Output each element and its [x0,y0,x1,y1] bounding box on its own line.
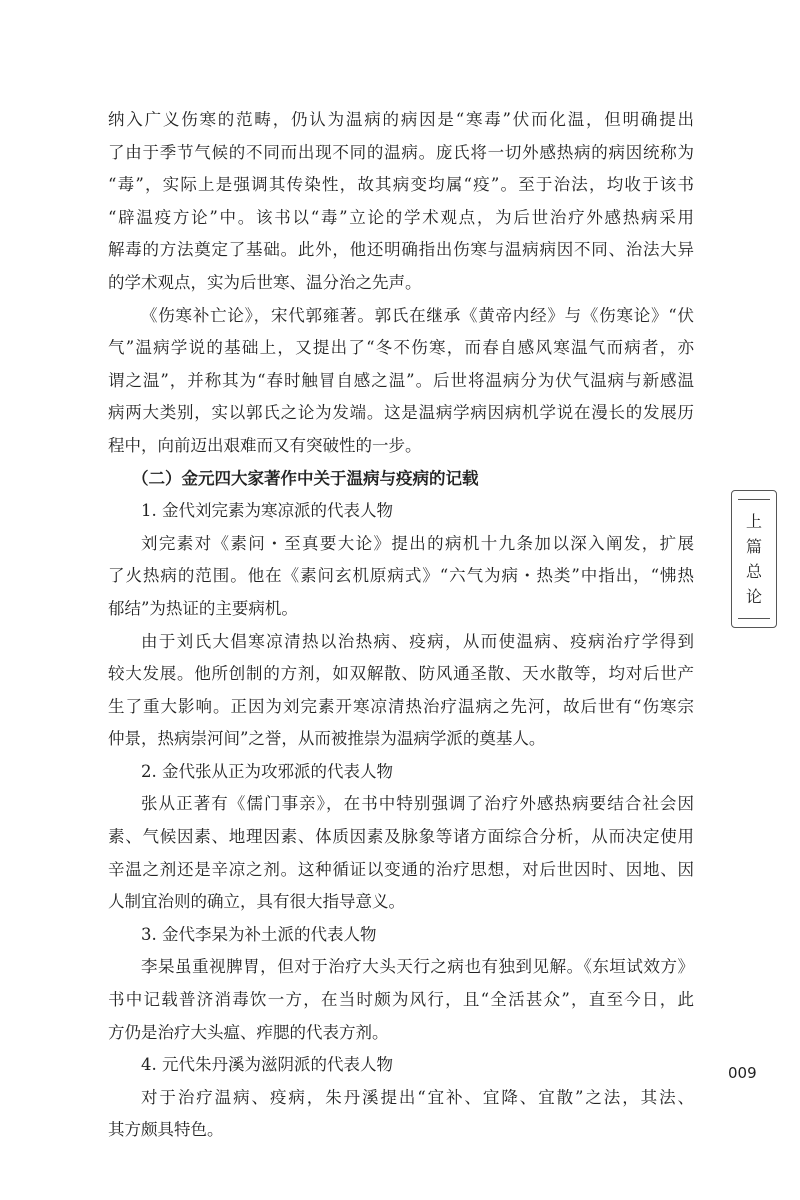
text-line: 其方颇具特色。 [108,1120,224,1140]
text-line: 刘完素对《素问・至真要大论》提出的病机十九条加以深入阐发，扩展 [141,533,694,553]
side-tab-char: 篇 [745,537,762,556]
text-line: 人制宜治则的确立，具有很大指导意义。 [108,892,405,912]
paragraph-2 [108,300,694,463]
paragraph-5 [108,788,694,918]
text-line: 生了重大影响。正因为刘完素开寒凉清热治疗温病之先河，故后世有“伤寒宗 [108,696,694,716]
sub-heading-1: 1. 金代刘完素为寒凉派的代表人物 [141,501,393,521]
text-line: 气”温病学说的基础上，又提出了“冬不伤寒，而春自感风寒温气而病者，亦 [108,338,694,358]
text-line: 谓之温”，并称其为“春时触冒自感之温”。后世将温病分为伏气温病与新感温 [108,370,694,390]
paragraph-4 [108,626,694,756]
section-heading: （二）金元四大家著作中关于温病与疫病的记载 [132,468,479,488]
text-line: 了火热病的范围。他在《素问玄机原病式》“六气为病・热类”中指出，“怫热 [108,566,694,586]
text-line: 辛温之剂还是辛凉之剂。这种循证以变通的治疗思想，对后世因时、因地、因 [108,859,694,879]
text-line: 张从正著有《儒门事亲》，在书中特别强调了治疗外感热病要结合社会因 [141,794,694,814]
side-tab-char: 总 [745,562,762,581]
text-line: 较大发展。他所创制的方剂，如双解散、防风通圣散、天水散等，均对后世产 [108,664,694,684]
text-line: 郁结”为热证的主要病机。 [108,598,298,618]
text-line: 对于治疗温病、疫病，朱丹溪提出“宜补、宜降、宜散”之法，其法、 [141,1087,694,1107]
text-line: 了由于季节气候的不同而出现不同的温病。庞氏将一切外感热病的病因统称为 [108,142,694,162]
chapter-side-tab [731,490,777,628]
paragraph-3 [108,528,694,626]
sub-heading-3: 3. 金代李杲为补土派的代表人物 [141,924,377,944]
paragraph-1 [108,104,694,300]
page-number: 009 [728,1064,757,1082]
text-line: 书中记载普济消毒饮一方，在当时颇为风行，且“全活甚众”，直至今日，此 [108,990,694,1010]
side-tab-char: 论 [745,587,762,606]
text-line: 仲景，热病崇河间”之誉，从而被推崇为温病学派的奠基人。 [108,729,546,749]
paragraph-7 [108,1082,694,1147]
text-line: 程中，向前迈出艰难而又有突破性的一步。 [108,435,422,455]
text-line: 方仍是治疗大头瘟、痄腮的代表方剂。 [108,1022,389,1042]
page-body [108,104,694,1147]
text-line: “辟温疫方论”中。该书以“毒”立论的学术观点，为后世治疗外感热病采用 [108,207,694,227]
sub-heading-4: 4. 元代朱丹溪为滋阴派的代表人物 [141,1055,393,1075]
side-tab-char: 上 [745,512,762,531]
paragraph-6 [108,951,694,1049]
text-line: 《伤寒补亡论》，宋代郭雍著。郭氏在继承《黄帝内经》与《伤寒论》“伏 [141,305,694,325]
text-line: 病两大类别，实以郭氏之论为发端。这是温病学病因病机学说在漫长的发展历 [108,403,694,423]
text-line: 由于刘氏大倡寒凉清热以治热病、疫病，从而使温病、疫病治疗学得到 [141,631,694,651]
text-line: “毒”，实际上是强调其传染性，故其病变均属“疫”。至于治法，均收于该书 [108,175,694,195]
text-line: 纳入广义伤寒的范畴，仍认为温病的病因是“寒毒”伏而化温，但明确提出 [108,110,694,129]
text-line: 解毒的方法奠定了基础。此外，他还明确指出伤寒与温病病因不同、治法大异 [108,240,694,260]
text-line: 素、气候因素、地理因素、体质因素及脉象等诸方面综合分析，从而决定使用 [108,827,694,847]
text-line: 的学术观点，实为后世寒、温分治之先声。 [108,272,422,292]
sub-heading-2: 2. 金代张从正为攻邪派的代表人物 [141,761,393,781]
text-line: 李杲虽重视脾胃，但对于治疗大头天行之病也有独到见解。《东垣试效方》 [141,957,694,977]
chapter-side-tab-text [732,509,776,609]
